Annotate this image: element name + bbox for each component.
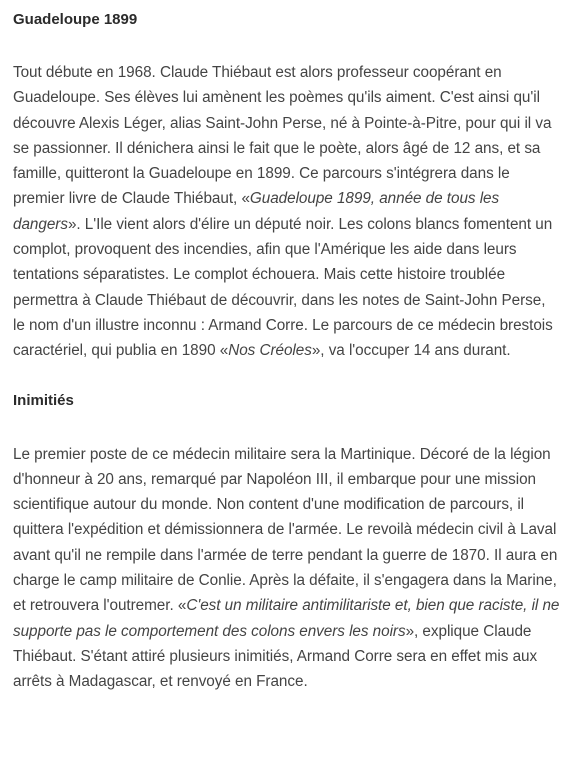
- paragraph-text: », explique Claude Thiébaut. S'étant attiré plusieurs inimitiés, Armand Corre sera en effet mis aux arrêts à Madagascar, et renvoyé en France.: [13, 622, 538, 691]
- section-paragraph-guadeloupe: [13, 60, 561, 364]
- section-heading-inimities: Inimitiés: [13, 391, 74, 409]
- paragraph-text: Tout débute en 1968. Claude Thiébaut est alors professeur coopérant en Guadeloupe. Ses élèves lui amènent les poèmes qu'ils aiment. C'est ainsi qu'il découvre Alexis Léger, alias Saint-John Perse, né à Pointe-à-Pitre, pour qui il va se passionner. Il dénichera ainsi le fait que le poète, alors âgé de 12 ans, et sa famille, quitteront la Guadeloupe en 1899. Ce parcours s'intégrera dans le premier livre de Claude Thiébaut, «: [13, 64, 552, 208]
- section-paragraph-inimities: [13, 442, 561, 695]
- book-title-italic: Nos Créoles: [228, 342, 312, 360]
- paragraph-text: Le premier poste de ce médecin militaire sera la Martinique. Décoré de la légion d'honneur à 20 ans, remarqué par Napoléon III, il embarque pour une mission scientifique autour du monde. Non content d'une modification de parcours, il quittera l'expédition et démissionnera de l'armée. Le revoilà médecin civil à Laval avant qu'il ne rempile dans l'armée de terre pendant la guerre de 1870. Il aura en charge le camp militaire de Conlie. Après la défaite, il s'engagera dans la Marine, et retrouvera l'outremer. «: [13, 445, 558, 615]
- section-heading-guadeloupe-1899: Guadeloupe 1899: [13, 11, 138, 28]
- paragraph-text: ». L'Ile vient alors d'élire un député noir. Les colons blancs fomentent un complot, provoquent des incendies, afin que l'Amérique les aide dans leurs tentations séparatistes. Le complot échouera. Mais cette histoire troublée permettra à Claude Thiébaut de découvrir, dans les notes de Saint-John Perse, le nom d'un illustre inconnu : Armand Corre. Le parcours de ce médecin brestois caractériel, qui publia en 1890 «: [13, 215, 553, 360]
- quote-italic: C'est un militaire antimilitariste et, bien que raciste, il ne supporte pas le comportement des colons envers les noirs: [13, 597, 560, 640]
- paragraph-text: », va l'occuper 14 ans durant.: [311, 342, 511, 360]
- book-title-italic: Guadeloupe 1899, année de tous les dangers: [13, 190, 500, 233]
